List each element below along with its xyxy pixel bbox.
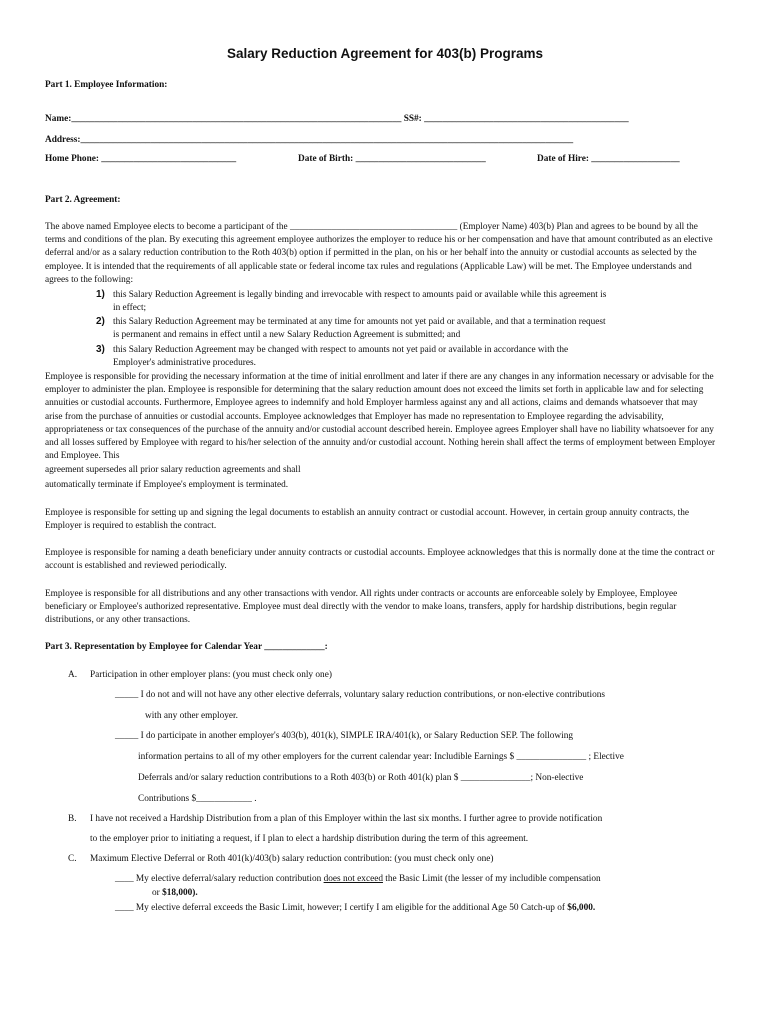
option-basic-limit	[115, 874, 601, 884]
employee-responsibility-paragraph: Employee is responsible for providing the necessary information at the time of initial enrollment and later if there are any changes in any information necessary or advisable for the employer to administer the plan. Employee is responsible for determining that the salary reduction amount does not exceed the limits set forth in applicable law and for selecting annuities or custodial accounts. Furthermore, Employee agrees to indemnify and hold Employer harmless against any and all actions, claims and demands whatsoever that may arise from the purchase of annuities or custodial accounts. Employee acknowledges that Employer has made no representation to Employee regarding the advisability, appropriateness or tax consequences of the purchase of the annuity and/or custodial account described herein. Employee agrees Employer shall have no liability whatsoever for any and all losses suffered by Employee with regard to his/her selection of the annuity and/or custodial account. Nothing herein shall affect the terms of employment between Employer and Employee. This	[45, 372, 716, 462]
hardship-statement: I have not received a Hardship Distribution from a plan of this Employer within the last six months. I further agree to provide notification	[90, 814, 603, 824]
option-no-other-plans-cont: with any other employer.	[145, 711, 238, 721]
item-text: this Salary Reduction Agreement is legally binding and irrevocable with respect to amounts paid or available while this agreement is	[113, 290, 607, 300]
option-catch-up-text: ____ My elective deferral exceeds the Basic Limit, however; I certify I am eligible for the additional Age 50 Catch-up of	[115, 903, 568, 913]
or-text: or	[152, 888, 163, 898]
section-a-text: Participation in other employer plans: (you must check only one)	[90, 670, 332, 680]
item-text: Employer's administrative procedures.	[113, 358, 256, 368]
employee-responsibility-tail: automatically terminate if Employee's employment is terminated.	[45, 480, 289, 490]
option-basic-limit-text: ____ My elective deferral/salary reduction contribution	[115, 874, 324, 884]
item-text: in effect;	[113, 303, 147, 313]
item-number: 3)	[96, 344, 105, 355]
does-not-exceed-text: does not exceed	[323, 874, 383, 884]
section-letter-b: B.	[68, 814, 77, 824]
date-of-birth-line: Date of Birth: ____________________________	[298, 154, 486, 164]
address-line: Address:__________________________________________________________________________________________________________	[45, 135, 574, 145]
date-of-hire-line: Date of Hire: ___________________	[537, 154, 680, 164]
legal-documents-paragraph: Employee is responsible for setting up and signing the legal documents to establish an annuity contract or custodial account. However, in certain group annuity contracts, the Employer is required to establish the contract.	[45, 508, 690, 532]
item-number: 2)	[96, 316, 105, 327]
option-other-plans: _____ I do participate in another employer's 403(b), 401(k), SIMPLE IRA/401(k), or Salary Reduction SEP. The following	[115, 731, 574, 741]
agreement-intro: The above named Employee elects to become a participant of the ____________________________________ (Employer Name) 403(b) Plan and agrees to be bound by all the terms and conditions of the plan. By executing this agreement employee authorizes the employer to reduce his or her compensation and have that amount contributed as an elective deferral and/or as a salary reduction contribution to the Roth 403(b) option if permitted in the plan, on his or her behalf into the annuity or custodial accounts as selected by the employee. It is intended that the requirements of all applicable state or federal income tax rules and regulations (Applicable Law) will be met. The Employee understands and agrees to the following:	[45, 222, 713, 285]
part1-heading: Part 1. Employee Information:	[45, 80, 168, 90]
basic-limit-amount: $18,000).	[162, 888, 198, 898]
section-letter-c: C.	[68, 854, 77, 864]
distributions-paragraph: Employee is responsible for all distributions and any other transactions with vendor. All rights under contracts or accounts are enforceable solely by Employee, Employee beneficiary or Employee's authorized representative. Employee must deal directly with the vendor to make loans, transfers, apply for hardship distributions, begin regular distributions, or any other transactions.	[45, 589, 678, 626]
catch-up-amount: $6,000.	[567, 903, 596, 913]
employee-responsibility-tail: agreement supersedes all prior salary reduction agreements and shall	[45, 465, 301, 475]
item-text: this Salary Reduction Agreement may be terminated at any time for amounts not yet paid or available, and that a termination request	[113, 317, 606, 327]
item-text: is permanent and remains in effect until a new Salary Reduction Agreement is submitted; and	[113, 330, 461, 340]
item-text: this Salary Reduction Agreement may be changed with respect to amounts not yet paid or available in accordance with the	[113, 345, 569, 355]
home-phone-line: Home Phone: _____________________________	[45, 154, 237, 164]
item-number: 1)	[96, 289, 105, 300]
name-ssn-line: Name:_______________________________________________________________________ SS#: ____________________________________________	[45, 114, 629, 124]
section-letter-a: A.	[68, 670, 78, 680]
option-other-plans-cont: Deferrals and/or salary reduction contributions to a Roth 403(b) or Roth 401(k) plan $ _______________; Non-elective	[138, 773, 584, 783]
part2-heading: Part 2. Agreement:	[45, 195, 121, 205]
beneficiary-paragraph: Employee is responsible for naming a death beneficiary under annuity contracts or custodial accounts. Employee acknowledges that this is normally done at the time the contract or account is established and reviewed periodically.	[45, 548, 715, 572]
option-no-other-plans: _____ I do not and will not have any other elective deferrals, voluntary salary reduction contributions, or non-elective contributions	[115, 690, 606, 700]
hardship-statement-cont: to the employer prior to initiating a request, if I plan to elect a hardship distribution during the term of this agreement.	[90, 834, 529, 844]
option-basic-limit-cont	[152, 888, 198, 898]
part3-heading: Part 3. Representation by Employee for Calendar Year _____________:	[45, 642, 328, 652]
option-catch-up	[115, 903, 595, 913]
page-title: Salary Reduction Agreement for 403(b) Programs	[226, 46, 544, 61]
option-other-plans-cont: Contributions $____________ .	[138, 794, 257, 804]
section-c-text: Maximum Elective Deferral or Roth 401(k)/403(b) salary reduction contribution: (you must check only one)	[90, 854, 494, 864]
option-basic-limit-text: the Basic Limit (the lesser of my includible compensation	[382, 874, 601, 884]
option-other-plans-cont: information pertains to all of my other employers for the current calendar year: Includible Earnings $ _______________ ; Elective	[138, 752, 624, 762]
